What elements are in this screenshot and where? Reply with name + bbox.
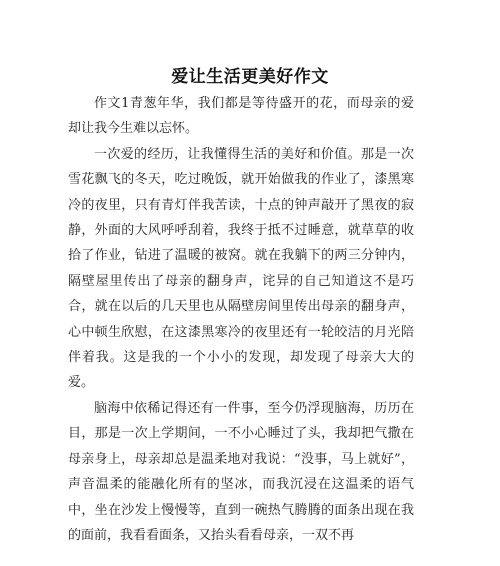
paragraph-1: 作文1青葱年华，我们都是等待盛开的花，而母亲的爱却让我今生难以忘怀。 xyxy=(68,96,414,137)
paragraph-2: 一次爱的经历，让我懂得生活的美好和价值。那是一次雪花飘飞的冬天，吃过晚饭，就开始做我的作业了，漆黑寒冷的夜里，只有青灯伴我苦读，十点的钟声敲开了黑夜的寂静，外面的大风呼呼刮着，我终于抵不过睡意，就草草的收拾了作业，钻进了温暖的被窝。就在我躺下的两三分钟内，隔壁屋里传出了母亲的翻身声，诧异的自己知道这不是巧合，就在以后的几天里也从隔壁房间里传出母亲的翻身声，心中顿生欣慰，在这漆黑寒冷的夜里还有一轮皎洁的月光陪伴着我。这是我的一个小小的发现，却发现了母亲大大的爱。 xyxy=(68,146,414,391)
page-title: 爱让生活更美好作文 xyxy=(171,67,329,87)
article-body xyxy=(68,91,414,548)
paragraph-3: 脑海中依稀记得还有一件事，至今仍浮现脑海，历历在目，那是一次上学期间，一不小心睡过了头，我却把气撒在母亲身上，母亲却总是温柔地对我说：“没事，马上就好”，声音温柔的能融化所有的坚冰，而我沉浸在这温柔的语气中，坐在沙发上慢慢等，直到一碗热气腾腾的面条出现在我的面前，我看看面条，又抬头看看母亲，一双不再 xyxy=(68,400,414,543)
